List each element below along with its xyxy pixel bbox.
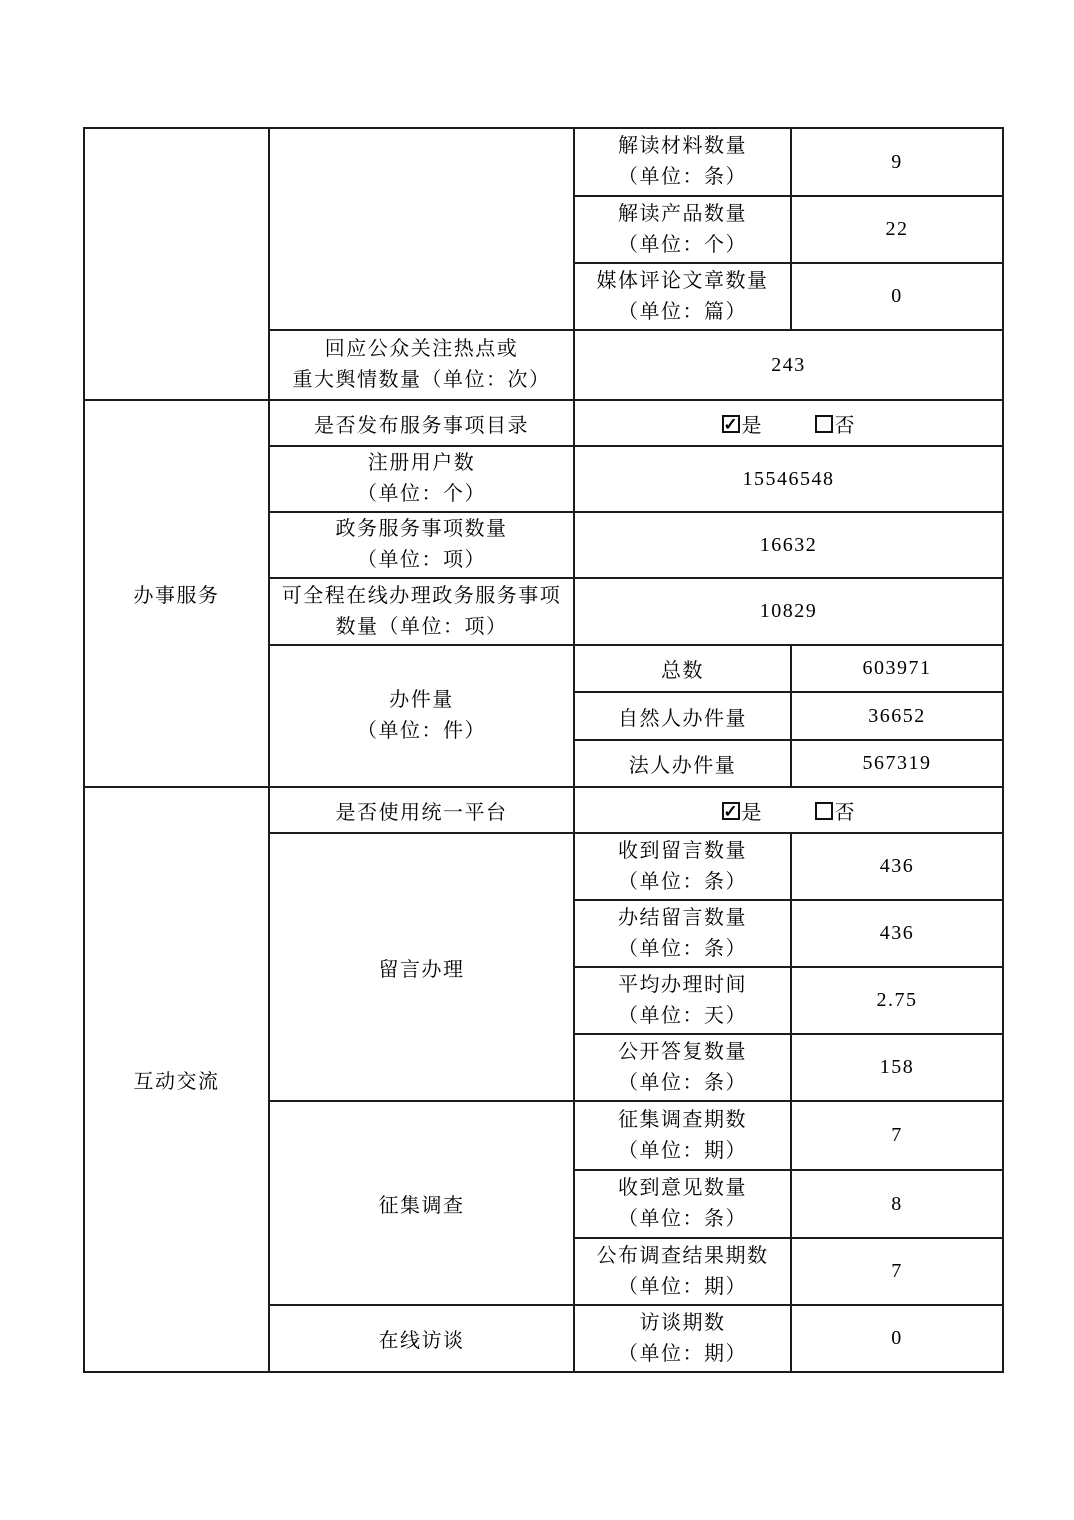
- unit-line: （单位：个）: [618, 233, 747, 256]
- label-line: 平均办理时间: [618, 973, 747, 996]
- label-average-handling-time: [574, 967, 791, 1034]
- label-unified-platform: 是否使用统一平台: [269, 787, 574, 833]
- value-opinions-received: 8: [791, 1170, 1003, 1238]
- value-interview-periods: 0: [791, 1305, 1003, 1372]
- unit-line: （单位：件）: [357, 720, 486, 742]
- label-line: 媒体评论文章数量: [596, 269, 769, 292]
- yes-label: 是: [741, 801, 763, 824]
- label-survey-periods: [574, 1101, 791, 1170]
- label-case-volume-legal-person: 法人办件量: [574, 740, 791, 787]
- label-line: 公布调查结果期数: [596, 1244, 769, 1267]
- section-title-banshi: 办事服务: [84, 400, 269, 787]
- label-survey: 征集调查: [269, 1101, 574, 1305]
- yes-label: 是: [741, 414, 763, 437]
- value-unified-platform: [574, 787, 1003, 833]
- label-messages-received: [574, 833, 791, 900]
- unit-line: （单位：个）: [357, 483, 486, 505]
- checkbox-unchecked-icon: [815, 415, 833, 433]
- unit-line: （单位：期）: [618, 1139, 747, 1162]
- label-case-volume: [269, 645, 574, 787]
- label-service-items: [269, 512, 574, 578]
- value-registered-users: 15546548: [574, 446, 1003, 512]
- label-line: 回应公众关注热点或: [324, 338, 519, 360]
- label-public-replies: [574, 1034, 791, 1101]
- yes-no-choice: [577, 796, 1000, 825]
- label-line: 办结留言数量: [618, 906, 747, 929]
- unit-line: （单位：条）: [618, 937, 747, 960]
- yes-option: [722, 409, 763, 438]
- unit-line: （单位：条）: [618, 870, 747, 893]
- label-line: 访谈期数: [639, 1311, 726, 1334]
- label-media-commentary: [574, 263, 791, 330]
- label-online-interview: 在线访谈: [269, 1305, 574, 1372]
- label-case-volume-total: 总数: [574, 645, 791, 692]
- label-line: 公开答复数量: [618, 1040, 747, 1063]
- value-messages-completed: 436: [791, 900, 1003, 967]
- unit-line: （单位：篇）: [618, 300, 747, 323]
- unit-line: （单位：条）: [618, 166, 747, 188]
- label-service-catalog: 是否发布服务事项目录: [269, 400, 574, 446]
- value-interpretation-products: 22: [791, 196, 1003, 263]
- label-message-handling: 留言办理: [269, 833, 574, 1101]
- label-line: 征集调查期数: [618, 1108, 747, 1131]
- label-registered-users: [269, 446, 574, 512]
- value-survey-periods: 7: [791, 1101, 1003, 1170]
- checkbox-checked-icon: ✓: [723, 414, 738, 434]
- label-line: 可全程在线办理政务服务事项: [281, 584, 562, 607]
- label-interview-periods: [574, 1305, 791, 1372]
- no-label: 否: [834, 801, 856, 824]
- label-interpretation-materials: [574, 128, 791, 196]
- section1-subcategory-cell-empty: [269, 128, 574, 330]
- value-case-volume-natural-person: 36652: [791, 692, 1003, 740]
- value-service-items: 16632: [574, 512, 1003, 578]
- checkbox-unchecked-icon: [815, 802, 833, 820]
- annual-report-table: [83, 127, 1004, 1373]
- unit-line: （单位：项）: [357, 549, 486, 571]
- value-media-commentary: 0: [791, 263, 1003, 330]
- unit-line: （单位：期）: [618, 1275, 747, 1298]
- yes-no-choice: [577, 409, 1000, 438]
- value-full-online-items: 10829: [574, 578, 1003, 645]
- section1-category-cell-empty: [84, 128, 269, 400]
- label-line: 重大舆情数量（单位：次）: [292, 369, 551, 391]
- label-line: 解读材料数量: [618, 135, 747, 157]
- label-line: 数量（单位：项）: [335, 615, 508, 638]
- label-survey-results-published: [574, 1238, 791, 1305]
- unit-line: （单位：期）: [618, 1342, 747, 1365]
- value-service-catalog: [574, 400, 1003, 446]
- value-messages-received: 436: [791, 833, 1003, 900]
- label-line: 解读产品数量: [618, 202, 747, 225]
- no-option: [815, 409, 856, 438]
- label-line: 收到留言数量: [618, 839, 747, 862]
- unit-line: （单位：条）: [618, 1071, 747, 1094]
- unit-line: （单位：天）: [618, 1004, 747, 1027]
- label-case-volume-natural-person: 自然人办件量: [574, 692, 791, 740]
- label-line: 注册用户数: [367, 452, 476, 474]
- label-messages-completed: [574, 900, 791, 967]
- unit-line: （单位：条）: [618, 1208, 747, 1230]
- yes-option: [722, 796, 763, 825]
- label-interpretation-products: [574, 196, 791, 263]
- label-opinions-received: [574, 1170, 791, 1238]
- no-label: 否: [834, 414, 856, 437]
- label-line: 收到意见数量: [618, 1177, 747, 1199]
- value-interpretation-materials: 9: [791, 128, 1003, 196]
- no-option: [815, 796, 856, 825]
- value-public-concern-response: 243: [574, 330, 1003, 400]
- checkbox-checked-icon: ✓: [723, 801, 738, 821]
- value-case-volume-legal-person: 567319: [791, 740, 1003, 787]
- label-line: 政务服务事项数量: [335, 518, 508, 540]
- value-case-volume-total: 603971: [791, 645, 1003, 692]
- value-survey-results-published: 7: [791, 1238, 1003, 1305]
- section-title-hudong: 互动交流: [84, 787, 269, 1372]
- value-public-replies: 158: [791, 1034, 1003, 1101]
- value-average-handling-time: 2.75: [791, 967, 1003, 1034]
- label-full-online-items: [269, 578, 574, 645]
- label-line: 办件量: [389, 689, 454, 711]
- label-public-concern-response: [269, 330, 574, 400]
